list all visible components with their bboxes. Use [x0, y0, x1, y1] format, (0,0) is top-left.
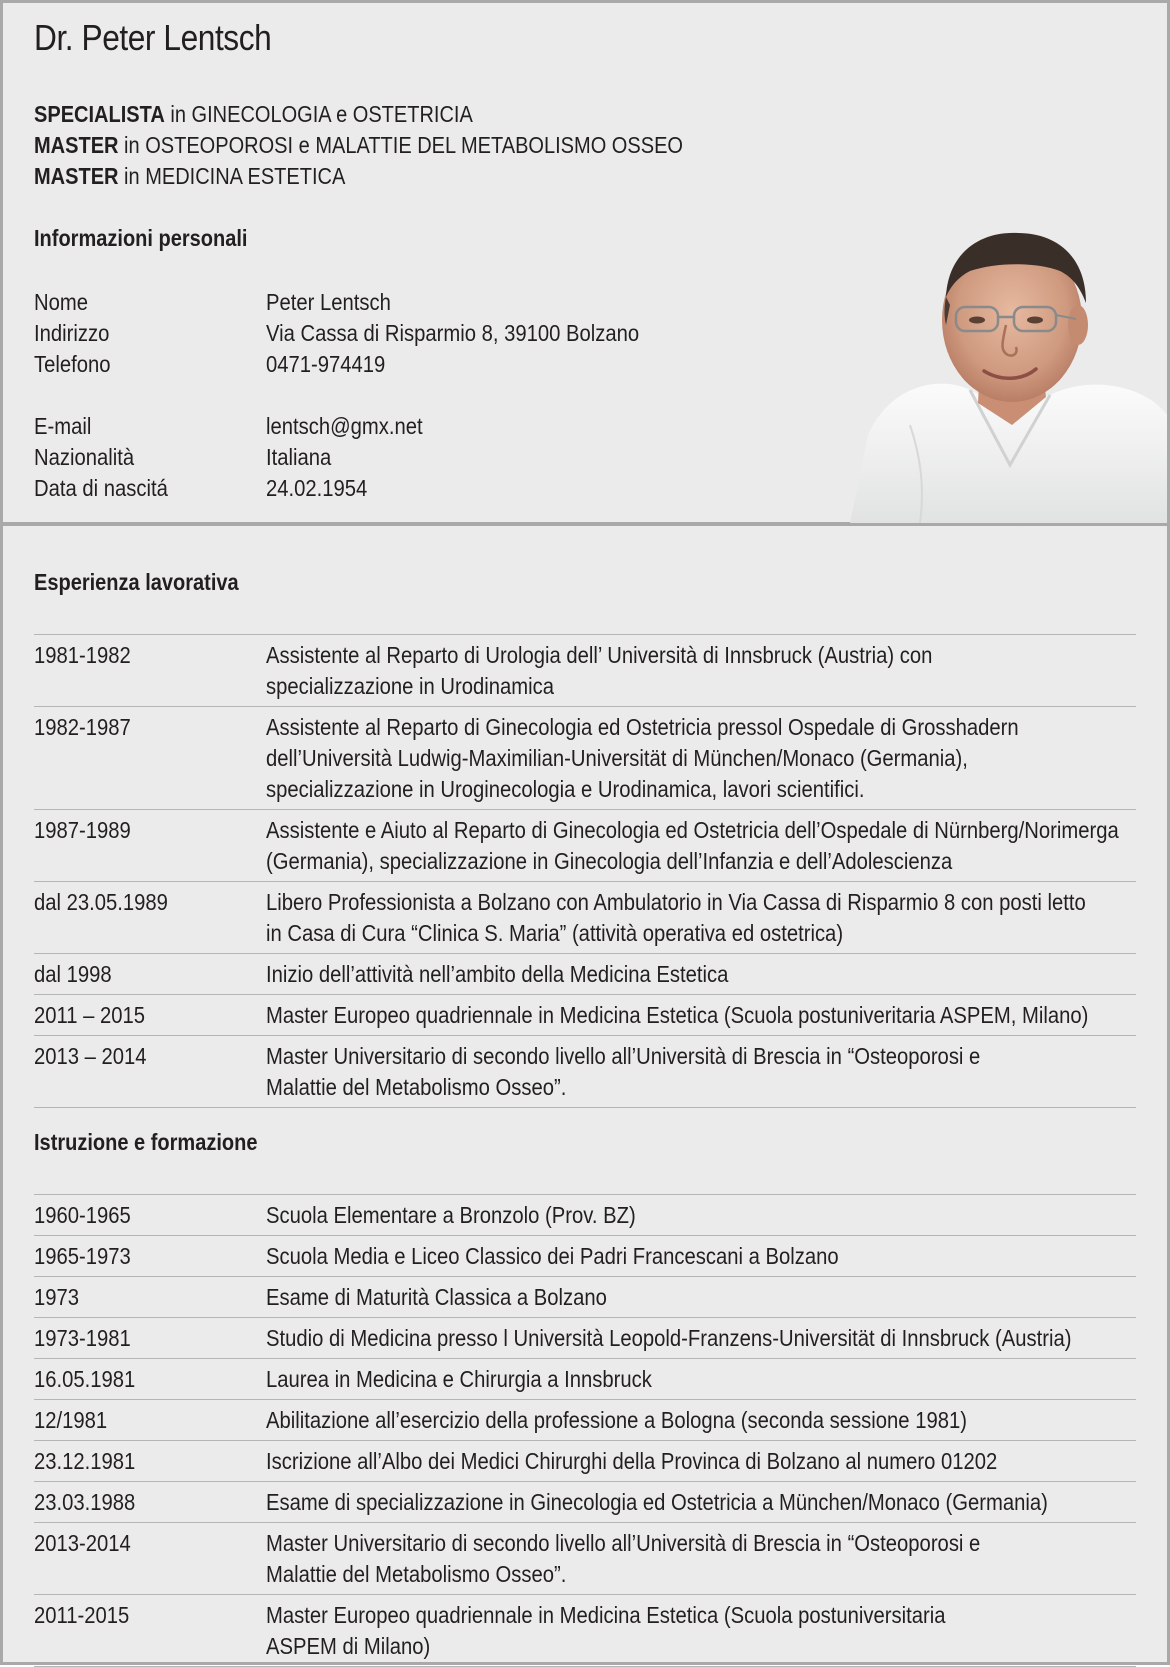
table-row — [34, 1036, 1136, 1108]
row-date: 1960-1965 — [34, 1202, 131, 1228]
table-row — [34, 1523, 1136, 1595]
table-row — [34, 810, 1136, 882]
row-date: 2011 – 2015 — [34, 1002, 146, 1028]
row-date: 1973-1981 — [34, 1325, 131, 1351]
row-description: Inizio dell’attività nell’ambito della Medicina Estetica — [266, 961, 729, 987]
education-heading: Istruzione e formazione — [34, 1129, 258, 1155]
row-description: Laurea in Medicina e Chirurgia a Innsbruck — [266, 1366, 652, 1392]
row-description: Esame di specializzazione in Ginecologia ed Ostetricia a München/Monaco (Germania) — [266, 1489, 1048, 1515]
row-description: Scuola Elementare a Bronzolo (Prov. BZ) — [266, 1202, 636, 1228]
table-row — [34, 1400, 1136, 1441]
row-date: 1973 — [34, 1284, 80, 1310]
info-row-nationality — [34, 442, 690, 473]
row-description: Iscrizione all’Albo dei Medici Chirurghi della Provinca di Bolzano al numero 01202 — [266, 1448, 998, 1474]
header-section — [3, 3, 1167, 526]
info-value: lentsch@gmx.net — [266, 413, 423, 439]
experience-heading: Esperienza lavorativa — [34, 569, 239, 595]
qualification-text: in GINECOLOGIA e OSTETRICIA — [164, 101, 473, 127]
info-value: Peter Lentsch — [266, 289, 391, 315]
qualification-text: in MEDICINA ESTETICA — [118, 163, 346, 189]
row-date: 23.12.1981 — [34, 1448, 136, 1474]
qualification-text: in OSTEOPOROSI e MALATTIE DEL METABOLISMO OSSEO — [118, 132, 683, 158]
row-date: 1965-1973 — [34, 1243, 131, 1269]
row-date: 16.05.1981 — [34, 1366, 136, 1392]
education-section — [34, 1129, 1136, 1667]
table-row — [34, 995, 1136, 1036]
qualification-line — [34, 130, 683, 161]
info-label: Telefono — [34, 351, 111, 377]
table-row — [34, 954, 1136, 995]
table-row — [34, 635, 1136, 707]
info-row-address — [34, 318, 690, 349]
qualifications — [34, 99, 683, 192]
row-description: Master Universitario di secondo livello all’Università di Brescia in “Osteoporosi e Malattie del Metabolismo Osseo”. — [266, 1530, 981, 1587]
info-label: Data di nascitá — [34, 475, 168, 501]
row-date: 23.03.1988 — [34, 1489, 136, 1515]
info-label: Indirizzo — [34, 320, 110, 346]
info-row-phone — [34, 349, 690, 380]
qualification-title: SPECIALISTA — [34, 101, 165, 127]
row-date: 1981-1982 — [34, 642, 131, 668]
info-label: E-mail — [34, 413, 92, 439]
qualification-title: MASTER — [34, 132, 119, 158]
row-date: dal 1998 — [34, 961, 112, 987]
row-description: Master Europeo quadriennale in Medicina Estetica (Scuola postuniveritaria ASPEM, Milano) — [266, 1002, 1089, 1028]
experience-table — [34, 634, 1136, 1108]
qualification-line — [34, 161, 683, 192]
table-row — [34, 1595, 1136, 1667]
row-description: Assistente al Reparto di Urologia dell’ Università di Innsbruck (Austria) con specializzazione in Urodinamica — [266, 642, 933, 699]
row-description: Studio di Medicina presso l Università Leopold-Franzens-Universität di Innsbruck (Austria) — [266, 1325, 1072, 1351]
table-row — [34, 1482, 1136, 1523]
row-description: Master Universitario di secondo livello all’Università di Brescia in “Osteoporosi e Malattie del Metabolismo Osseo”. — [266, 1043, 981, 1100]
table-row — [34, 1277, 1136, 1318]
info-value: 24.02.1954 — [266, 475, 368, 501]
info-value: 0471-974419 — [266, 351, 386, 377]
qualification-title: MASTER — [34, 163, 119, 189]
info-label: Nome — [34, 289, 88, 315]
info-row-email — [34, 411, 690, 442]
row-date: 2011-2015 — [34, 1602, 130, 1628]
info-label: Nazionalità — [34, 444, 135, 470]
qualification-line — [34, 99, 683, 130]
info-row-name — [34, 287, 690, 318]
experience-section — [34, 569, 1136, 1108]
row-date: 2013-2014 — [34, 1530, 131, 1556]
portrait-photo — [850, 225, 1167, 523]
row-description: Master Europeo quadriennale in Medicina Estetica (Scuola postuniversitaria ASPEM di Milano) — [266, 1602, 946, 1659]
info-value: Via Cassa di Risparmio 8, 39100 Bolzano — [266, 320, 640, 346]
row-date: 1987-1989 — [34, 817, 131, 843]
table-row — [34, 1359, 1136, 1400]
row-description: Esame di Maturità Classica a Bolzano — [266, 1284, 607, 1310]
table-row — [34, 1236, 1136, 1277]
row-description: Libero Professionista a Bolzano con Ambulatorio in Via Cassa di Risparmio 8 con posti letto in Casa di Cura “Clinica S. Maria” (attività operativa ed ostetrica) — [266, 889, 1086, 946]
education-table — [34, 1194, 1136, 1667]
row-date: 1982-1987 — [34, 714, 131, 740]
table-row — [34, 1441, 1136, 1482]
personal-info-list — [34, 287, 690, 504]
row-description: Assistente al Reparto di Ginecologia ed Ostetricia pressol Ospedale di Grosshadern dell’Università Ludwig-Maximilian-Universität di München/Monaco (Germania), specializzazione in Uroginecologia e Urodinamica, lavori scientifici. — [266, 714, 1019, 802]
row-description: Abilitazione all’esercizio della professione a Bologna (seconda sessione 1981) — [266, 1407, 967, 1433]
table-row — [34, 882, 1136, 954]
table-row — [34, 1318, 1136, 1359]
info-row-birthdate — [34, 473, 690, 504]
row-description: Scuola Media e Liceo Classico dei Padri Francescani a Bolzano — [266, 1243, 839, 1269]
personal-info-heading: Informazioni personali — [34, 225, 248, 251]
page-title: Dr. Peter Lentsch — [34, 17, 272, 58]
table-row — [34, 1195, 1136, 1236]
row-date: 12/1981 — [34, 1407, 108, 1433]
row-date: 2013 – 2014 — [34, 1043, 147, 1069]
table-row — [34, 707, 1136, 810]
row-date: dal 23.05.1989 — [34, 889, 168, 915]
row-description: Assistente e Aiuto al Reparto di Ginecologia ed Ostetricia dell’Ospedale di Nürnberg/Norimerga (Germania), specializzazione in Ginecologia dell’Infanzia e dell’Adolescienza — [266, 817, 1119, 874]
info-value: Italiana — [266, 444, 332, 470]
